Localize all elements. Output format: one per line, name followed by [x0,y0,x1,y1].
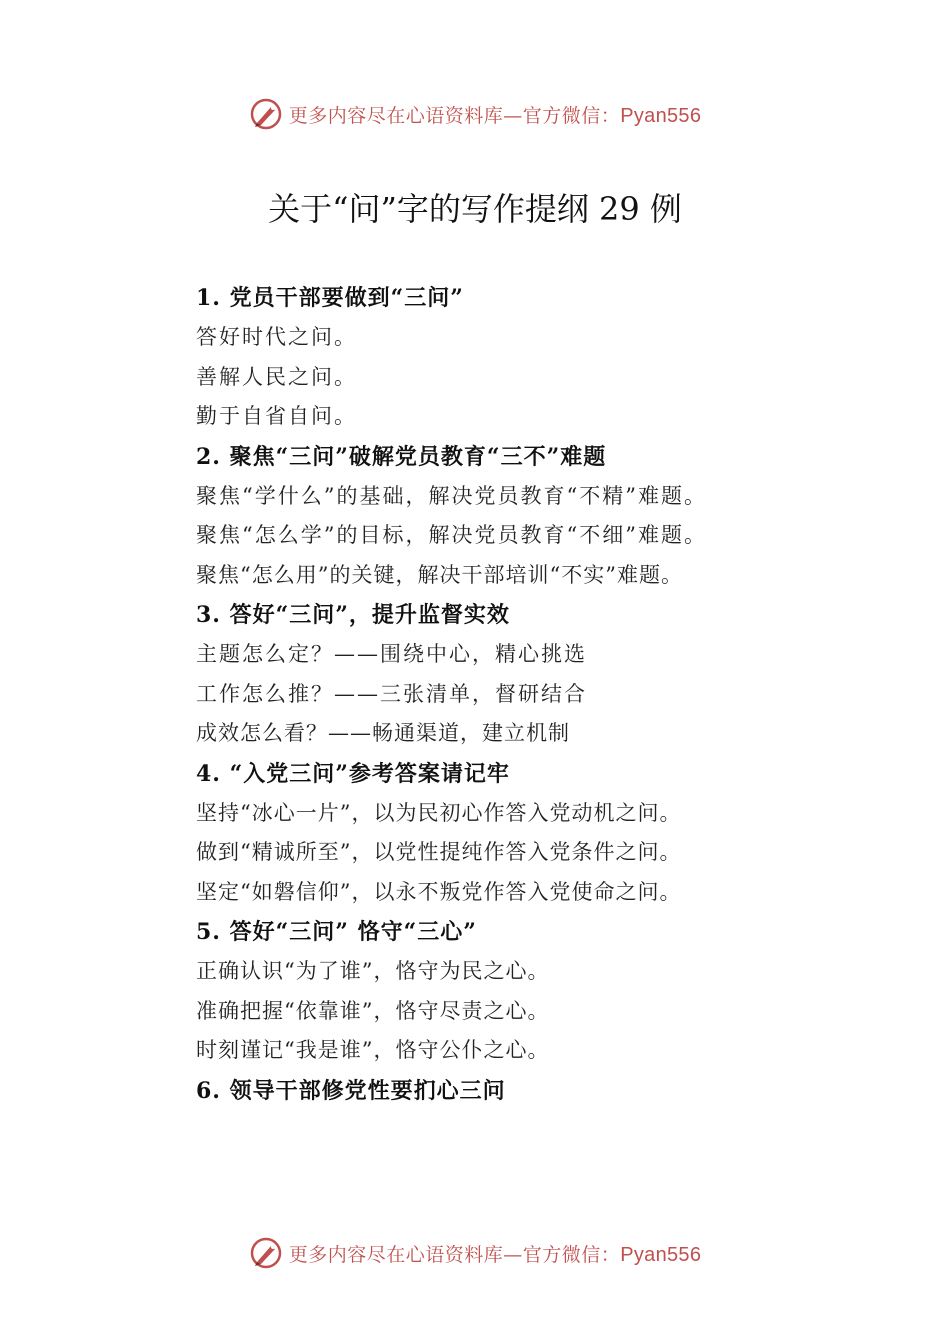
document-title: 关于“问”字的写作提纲 29 例 [268,190,682,228]
section-line: 聚焦“学什么”的基础，解决党员教育“不精”难题。 [196,483,707,508]
section-line: 聚焦“怎么用”的关键，解决干部培训“不实”难题。 [196,562,683,587]
header-banner [0,92,950,136]
pen-logo-icon [249,1236,283,1270]
section-1 [196,278,836,437]
section-line: 正确认识“为了谁”，恪守为民之心。 [196,959,550,983]
banner-text: 更多内容尽在心语资料库—官方微信：Pyan556 [288,104,702,127]
section-heading: 5. 答好“三问” 恪守“三心” [196,919,477,945]
section-heading: 6. 领导干部修党性要扪心三问 [196,1077,506,1104]
footer-banner [0,1231,950,1275]
section-line: 善解人民之问。 [196,364,357,389]
section-line: 聚焦“怎么学”的目标，解决党员教育“不细”难题。 [196,523,707,547]
section-heading: 2. 聚焦“三问”破解党员教育“三不”难题 [196,443,607,470]
section-3 [196,595,836,754]
section-4 [196,754,836,913]
section-heading: 1. 党员干部要做到“三问” [196,285,464,311]
section-line: 准确把握“依靠谁”，恪守尽责之心。 [196,998,550,1023]
banner-text: 更多内容尽在心语资料库—官方微信：Pyan556 [288,1243,702,1266]
pen-logo-icon [249,97,283,131]
section-2 [196,437,836,596]
section-line: 坚持“冰心一片”，以为民初心作答入党动机之问。 [196,800,682,825]
banner-wechat-id: Pyan556 [620,1243,702,1266]
section-line: 主题怎么定？——围绕中心，精心挑选 [196,642,587,666]
section-line: 坚定“如磐信仰”，以永不叛党作答入党使命之问。 [196,879,682,904]
section-line: 工作怎么推？——三张清单，督研结合 [196,681,587,706]
banner-wechat-id: Pyan556 [620,104,702,127]
section-heading: 3. 答好“三问”，提升监督实效 [196,602,510,628]
section-line: 做到“精诚所至”，以党性提纯作答入党条件之问。 [196,840,682,864]
section-line: 成效怎么看？——畅通渠道，建立机制 [196,721,570,745]
section-heading: 4. “入党三问”参考答案请记牢 [196,760,510,787]
section-line: 答好时代之问。 [196,325,357,349]
section-line: 勤于自省自问。 [196,404,357,428]
section-6 [196,1071,836,1111]
section-5 [196,912,836,1071]
section-line: 时刻谨记“我是谁”，恪守公仆之心。 [196,1038,550,1062]
document-body [196,278,836,1111]
